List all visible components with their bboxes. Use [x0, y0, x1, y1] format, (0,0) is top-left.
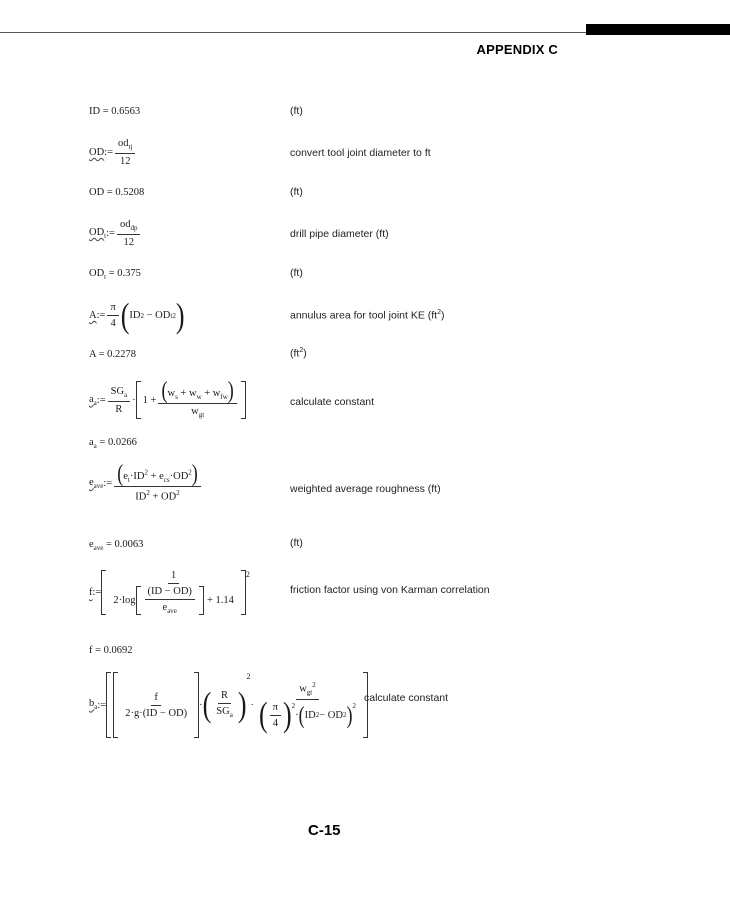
odt-fraction: [117, 219, 141, 248]
assign-op: :=: [103, 477, 113, 489]
aa-val-lhs: a: [89, 437, 94, 448]
area-val-comment-sup: 2: [299, 347, 304, 354]
ba-definition: $b_a$ := $\frac{f}{2\cdot g\cdot(ID - OD)}$ · ( $\frac{R}{SG_a}$ ) 2 · $w_{gt}^2$ ( $\frac{\pi}{4}$ ) $^2$ · ( ID 2 − OD 2 ) $^2$: [89, 672, 368, 738]
assign-op: :=: [104, 147, 114, 159]
ba-lhs-sub: a: [94, 703, 98, 712]
od-fraction: [115, 138, 135, 167]
two-log: 2·log: [113, 595, 136, 607]
odt-num: od: [119, 219, 131, 230]
aa-definition: $a_a$ := $\frac{SG_a}{R}$ · 1 + $\frac{(w_s + w_w + w_{fw})}{w_{gt}}$: [89, 381, 246, 419]
od-den: 12: [119, 156, 131, 168]
f-exponent: 2: [245, 570, 250, 579]
friction-definition: [89, 570, 250, 615]
area-comment-close: ): [441, 309, 445, 322]
ba-fden: 2·g·(ID − OD): [125, 707, 188, 719]
roughness-fraction: $\frac{(e_t\cdot ID^2 + e_{cs}\cdot OD^2)}{ID^2 + OD^2}$: [114, 464, 201, 503]
appendix-title: APPENDIX C: [476, 42, 558, 57]
ba-w: w: [299, 683, 307, 695]
area-value-comment: [290, 347, 307, 360]
sg: SG: [110, 385, 125, 397]
one-plus: 1 +: [142, 394, 157, 406]
ba-definition-comment: calculate constant: [364, 692, 449, 704]
area-comment-sup: 2: [437, 309, 441, 316]
f-over-2g: [122, 692, 190, 719]
w-gt-sub: gt: [198, 411, 205, 420]
odt-lhs-main: OD: [89, 227, 105, 238]
assign-op: :=: [92, 587, 102, 599]
id-value-comment: (ft): [290, 105, 303, 117]
ba-r: R: [218, 690, 231, 704]
four: 4: [110, 318, 116, 329]
friction-definition-comment: friction factor using von Karman correlation: [290, 584, 490, 596]
od-lhs: OD: [89, 147, 105, 159]
eave-val-sub: ave: [93, 544, 104, 553]
od-num-sub: tj: [128, 143, 133, 152]
area-value-eq: A = 0.2278: [89, 349, 137, 360]
odt-den: 12: [123, 237, 134, 249]
ba-lhs-main: b: [89, 698, 95, 710]
ba-w-sub: gt: [306, 688, 313, 697]
aa-lhs-sub: a: [93, 398, 97, 407]
od-definition: [89, 138, 137, 167]
e-ave: e: [162, 602, 168, 613]
od-value-comment: (ft): [290, 186, 303, 198]
aa-lhs: [89, 394, 97, 407]
eave-lhs-sub: ave: [93, 481, 104, 490]
area-definition-comment: [290, 309, 445, 322]
odt-num-sub: dp: [130, 224, 138, 233]
eave-definition-comment: weighted average roughness (ft): [290, 483, 441, 495]
aa-lhs-main: a: [89, 393, 94, 405]
e-ave-sub: ave: [167, 607, 177, 616]
aa-val-rhs: = 0.0266: [96, 437, 137, 448]
ba-sg: SG: [216, 706, 230, 718]
page-number: C-15: [308, 822, 341, 839]
f-lhs: f: [89, 587, 93, 599]
area-comment-text: annulus area for tool joint KE (ft: [290, 309, 438, 322]
odt-val-rhs: = 0.375: [106, 268, 141, 279]
weights-fraction: $\frac{(w_s + w_w + w_{fw})}{w_{gt}}$: [158, 381, 236, 419]
odt-val-sub: t: [104, 273, 107, 282]
assign-op: :=: [106, 228, 115, 240]
od-num: od: [118, 138, 129, 149]
od-value-eq: OD = 0.5208: [89, 187, 145, 198]
sg-sub: a: [124, 390, 128, 399]
ba-sg-sub: a: [229, 711, 233, 720]
eave-value-comment: (ft): [290, 537, 303, 549]
assign-op: :=: [96, 310, 106, 321]
assign-op: :=: [97, 699, 107, 711]
odt-value-comment: (ft): [290, 267, 303, 279]
w-gt: w: [191, 406, 199, 418]
assign-op: :=: [96, 394, 106, 406]
r-over-sg: [213, 690, 236, 719]
pi-over-4: [107, 302, 118, 329]
weight-over-area: $w_{gt}^2$ ( $\frac{\pi}{4}$ ) $^2$ · ( ID 2 − OD 2 ) $^2$: [259, 681, 356, 735]
ba-f: f: [151, 692, 161, 706]
odt-definition-comment: drill pipe diameter (ft): [290, 228, 389, 240]
aa-value-eq: [89, 437, 137, 450]
odt-lhs-sub: t: [104, 232, 107, 241]
odt-lhs: [89, 227, 106, 240]
w: w: [167, 388, 176, 399]
eave-val-rhs: = 0.0063: [103, 539, 144, 550]
pi-symbol: π: [107, 302, 118, 316]
r: R: [115, 403, 123, 415]
area-lhs: A: [89, 310, 97, 321]
eave-lhs-main: e: [89, 476, 94, 488]
od-definition-comment: convert tool joint diameter to ft: [290, 147, 431, 159]
id-value-eq: ID = 0.6563: [89, 106, 141, 117]
eave-definition: [89, 459, 203, 503]
odt-val-lhs: OD: [89, 268, 105, 279]
eave-lhs: [89, 477, 103, 490]
plus-const: + 1.14: [206, 595, 234, 607]
eave-value-eq: [89, 539, 143, 552]
ba-lhs: [89, 698, 97, 711]
odt-value-eq: [89, 268, 141, 281]
rel-roughness: [145, 586, 195, 615]
sg-over-r: [108, 386, 131, 415]
header-bar: [586, 24, 730, 35]
area-definition: A := $\frac{\pi}{4}$ ( ID 2 − OD t 2 ): [89, 295, 185, 335]
odt-definition: [89, 219, 142, 248]
eave-val-lhs: e: [89, 539, 94, 550]
area-val-comment-close: ): [303, 347, 307, 360]
aa-definition-comment: calculate constant: [290, 396, 375, 408]
friction-fraction: [110, 570, 237, 615]
f-num: 1: [168, 570, 179, 584]
aa-val-sub: a: [93, 442, 97, 451]
area-val-comment-text: (ft: [290, 347, 300, 360]
diameter-diff: (ID − OD): [145, 586, 195, 600]
friction-value-eq: f = 0.0692: [89, 645, 133, 656]
